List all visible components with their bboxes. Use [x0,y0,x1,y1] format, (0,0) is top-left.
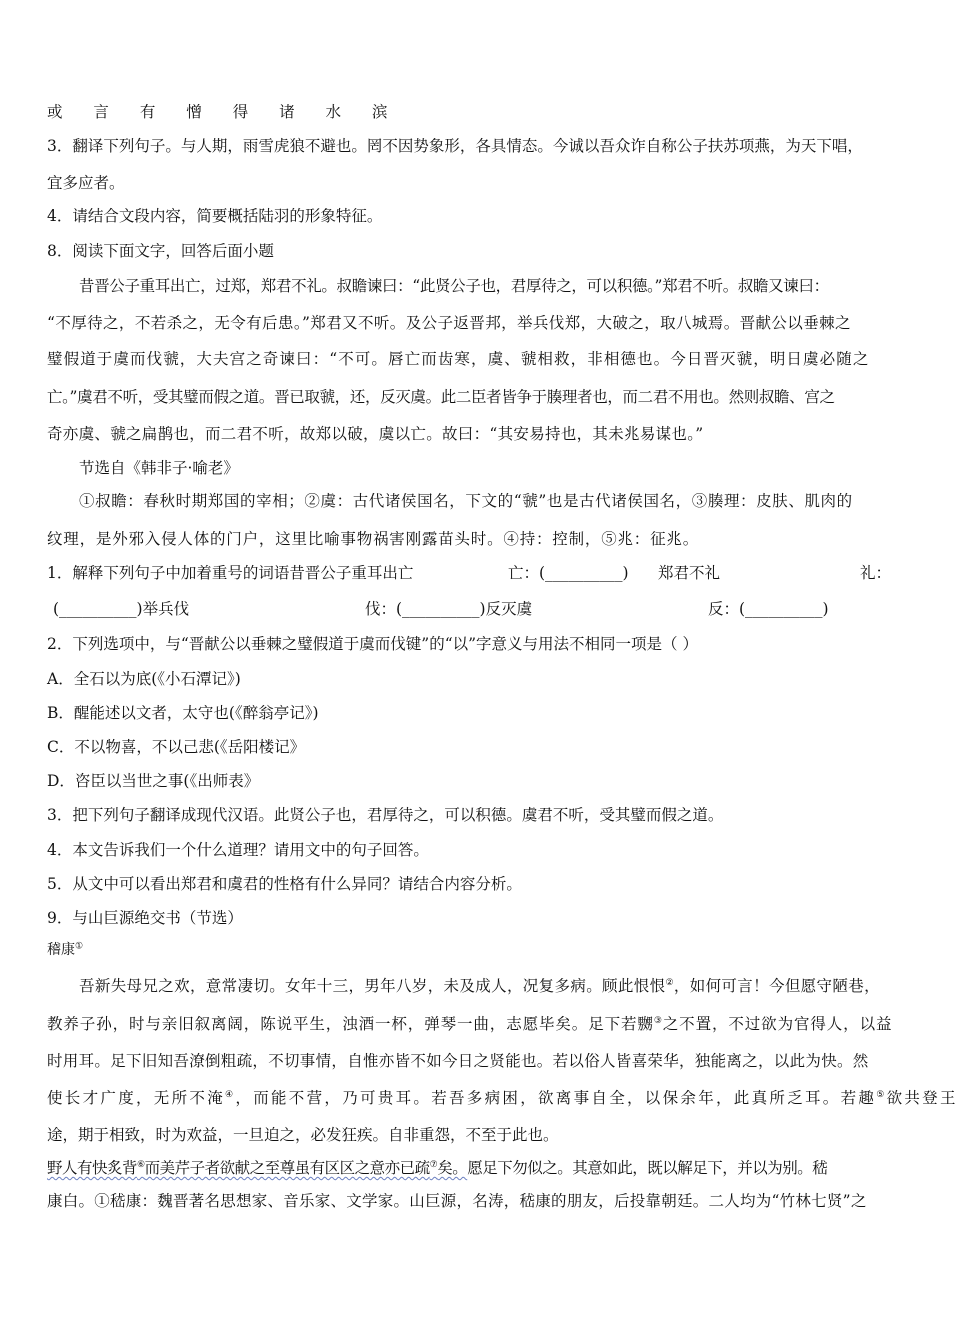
q8-heading: 8．阅读下面文字，回答后面小题 [47,242,274,260]
passage-line: 时用耳。足下旧知吾潦倒粗疏，不切事情，自惟亦皆不如今日之贤能也。若以俗人皆喜荣华，独能离之，以此为快。然 [47,1052,869,1070]
q8-5-character: 5．从文中可以看出郑君和虞君的性格有什么异同？请结合内容分析。 [47,875,522,893]
phrase-zhengjun: 郑君不礼 [658,564,721,582]
q7-character-question: 4．请结合文段内容，简要概括陆羽的形象特征。 [47,207,383,225]
q8-1-intro: 1．解释下列句子中加着重号的词语昔晋公子重耳出亡 [47,564,414,582]
passage-source: 节选自《韩非子·喻老》 [79,459,239,477]
blank-wang: 亡：(__________) [508,564,629,582]
option-d: D．咨臣以当世之事(《出师表》 [47,772,260,790]
blank-fa: 伐：(__________)反灭虞 [365,600,533,618]
footnote-mark: ① [75,941,84,952]
q8-3-translate: 3．把下列句子翻译成现代汉语。此贤公子也，君厚待之，可以积德。虞君不听，受其璧而假之道。 [47,806,724,824]
passage-line: 使长才广度，无所不淹④，而能不营，乃可贵耳。若吾多病困，欲离事自全，以保余年，此真所乏耳。若趣⑤欲共登王 [47,1089,958,1107]
q7-translate-question: 3．翻译下列句子。与人期，雨雪虎狼不避也。罔不因势象形，各具情态。今诚以吾众诈自称公子扶苏项燕，为天下唱， [47,137,863,155]
passage-line: 奇亦虞、虢之扁鹊也，而二君不听，故郑以破，虞以亡。故曰：“其安易持也，其未兆易谋也。” [47,425,704,443]
q7-translate-question-cont: 宜多应者。 [47,174,125,192]
passage-line: 亡。”虞君不听，受其璧而假之道。晋已取虢，还，反灭虞。此二臣者皆争于腠理者也，而二君不用也。然则叔瞻、宫之 [47,388,835,406]
q8-2-stem: 2．下列选项中，与“晋献公以垂棘之璧假道于虞而伐键”的“以”字意义与用法不相同一项是（ ） [47,635,698,653]
note-line: 纹理，是外邪入侵人体的门户，这里比喻事物祸害刚露苗头时。④持：控制，⑤兆：征兆。 [47,530,700,548]
passage-line: 教养子孙，时与亲旧叙离阔，陈说平生，浊酒一杯，弹琴一曲，志愿毕矣。足下若嬲③之不置，不过欲为官得人，以益 [47,1015,893,1033]
passage-line: 吾新失母兄之欢，意常凄切。女年十三，男年八岁，未及成人，况复多病。顾此恨恨②，如何可言！今但愿守陋巷， [79,977,880,995]
option-a: A．全石以为底(《小石潭记》) [47,670,241,688]
passage-line: 康白。①嵇康：魏晋著名思想家、音乐家、文学家。山巨源，名涛，嵇康的朋友，后投靠朝廷。二人均为“竹林七贤”之 [47,1192,867,1210]
passage-line: 昔晋公子重耳出亡，过郑，郑君不礼。叔瞻谏曰：“此贤公子也，君厚待之，可以积德。”郑君不听。叔瞻又谏曰： [79,277,829,295]
blank-fan: 反：(__________) [708,600,829,618]
option-b: B．醒能述以文者，太守也(《醉翁亭记》) [47,704,319,722]
passage-line: 途，期于相致，时为欢益，一旦迫之，必发狂疾。自非重怨，不至于此也。 [47,1126,559,1144]
passage-line: 野人有快炙背⑥而美芹子者欲献之至尊虽有区区之意亦已疏⑦矣。愿足下勿似之。其意如此，既以解足下，并以为别。嵇 [47,1159,828,1177]
passage-line: 璧假道于虞而伐虢，大夫宫之奇谏曰：“不可。唇亡而齿寒，虞、虢相救，非相德也。今日晋灭虢，明日虞必随之 [47,350,870,368]
passage-line: “不厚待之，不若杀之，无令有后患。”郑君又不听。及公子返晋邦，举兵伐郑，大破之，取八城焉。晋献公以垂棘之 [47,314,851,332]
wavy-underlined-sentence: 野人有快炙背⑥而美芹子者欲献之至尊虽有区区之意亦已疏⑦矣。 [47,1159,468,1177]
q9-author: 稽康① [47,941,84,958]
poem-line: 或 言 有 憎 得 诸 水 滨 [47,103,401,121]
q9-heading: 9．与山巨源绝交书（节选） [47,909,243,927]
option-c: C．不以物喜，不以己悲(《岳阳楼记》 [47,738,306,756]
blank-li: (__________)举兵伐 [53,600,190,618]
note-line: ①叔瞻：春秋时期郑国的宰相；②虞：古代诸侯国名，下文的“虢”也是古代诸侯国名，③腠理：皮肤、肌肉的 [79,492,853,510]
q8-4-lesson: 4．本文告诉我们一个什么道理？请用文中的句子回答。 [47,841,429,859]
label-li: 礼： [860,564,892,582]
